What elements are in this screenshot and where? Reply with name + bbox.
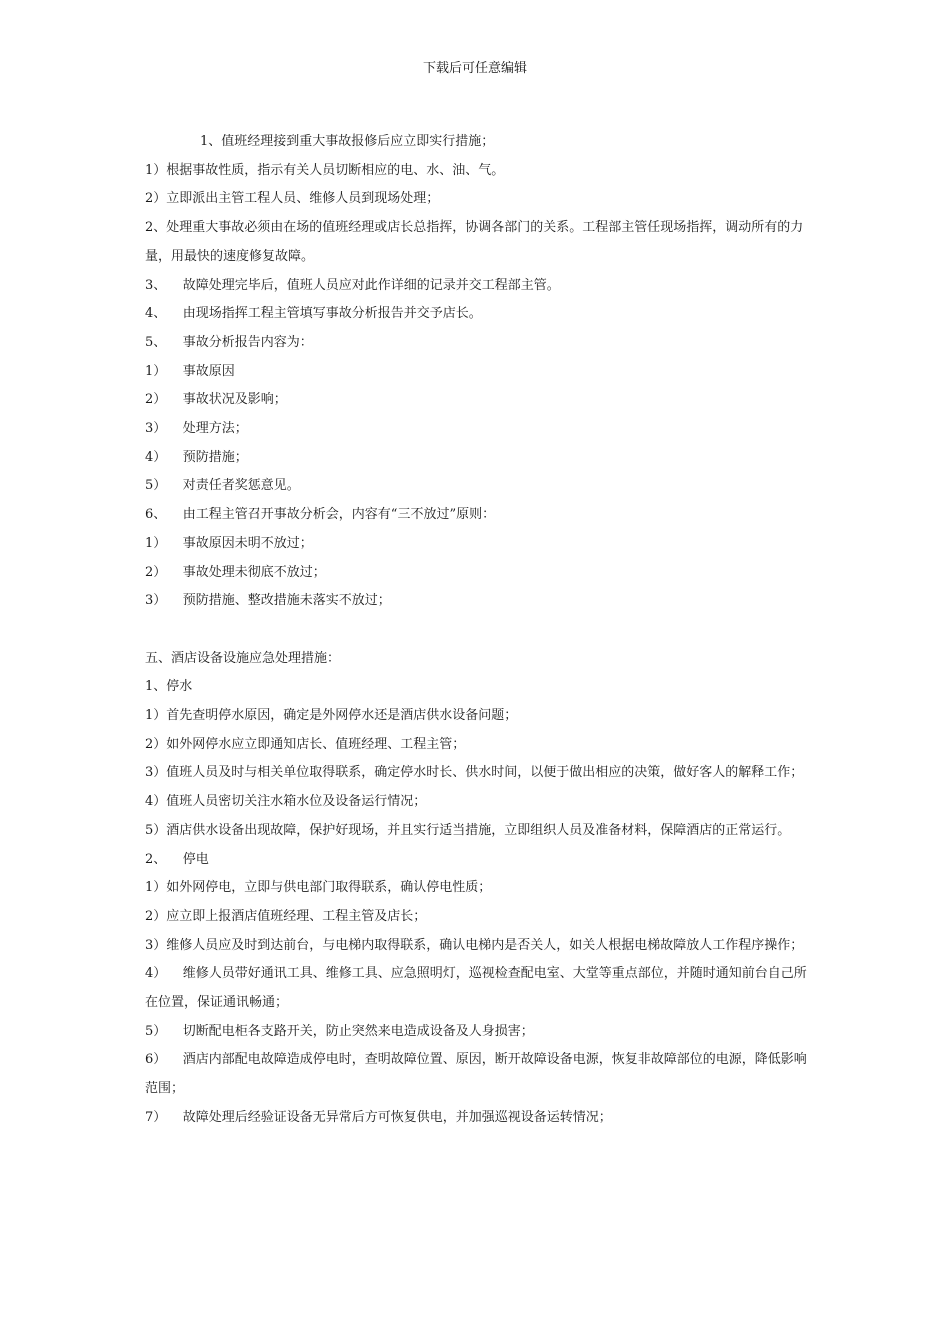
document-body bbox=[145, 128, 813, 1133]
paragraph: 4）值班人员密切关注水箱水位及设备运行情况； bbox=[145, 794, 427, 810]
paragraph: 2） 事故处理未彻底不放过； bbox=[145, 564, 326, 580]
paragraph: 2） 事故状况及影响； bbox=[145, 392, 287, 408]
paragraph: 6） 酒店内部配电故障造成停电时，查明故障位置、原因，断开故障设备电源，恢复非故障部位的电源，降低影响范围； bbox=[145, 1052, 807, 1097]
subsection-heading: 1、停水 bbox=[145, 679, 193, 695]
paragraph: 6、 由工程主管召开事故分析会，内容有“三不放过”原则： bbox=[145, 507, 496, 523]
paragraph: 5） 切断配电柜各支路开关，防止突然来电造成设备及人身损害； bbox=[145, 1023, 534, 1039]
paragraph: 1） 事故原因未明不放过； bbox=[145, 535, 313, 551]
paragraph: 4） 预防措施； bbox=[145, 449, 248, 465]
paragraph: 1）根据事故性质，指示有关人员切断相应的电、水、油、气。 bbox=[145, 162, 505, 178]
paragraph: 3） 处理方法； bbox=[145, 421, 248, 437]
paragraph: 5） 对责任者奖惩意见。 bbox=[145, 478, 300, 494]
paragraph: 5、 事故分析报告内容为： bbox=[145, 334, 313, 350]
section-heading: 五、酒店设备设施应急处理措施： bbox=[145, 650, 341, 666]
paragraph: 2）如外网停水应立即通知店长、值班经理、工程主管； bbox=[145, 736, 466, 752]
paragraph: 1）首先查明停水原因，确定是外网停水还是酒店供水设备问题； bbox=[145, 708, 518, 724]
paragraph-spacer bbox=[145, 616, 813, 645]
paragraph: 3） 预防措施、整改措施未落实不放过； bbox=[145, 593, 391, 609]
page-header: 下载后可任意编辑 bbox=[422, 61, 527, 76]
paragraph: 7） 故障处理后经验证设备无异常后方可恢复供电，并加强巡视设备运转情况； bbox=[145, 1109, 612, 1125]
paragraph: 3）值班人员及时与相关单位取得联系，确定停水时长、供水时间，以便于做出相应的决策，做好客人的解释工作； bbox=[145, 765, 804, 781]
paragraph: 2）立即派出主管工程人员、维修人员到现场处理； bbox=[145, 191, 440, 207]
paragraph: 5）酒店供水设备出现故障，保护好现场，并且实行适当措施，立即组织人员及准备材料，保障酒店的正常运行。 bbox=[145, 822, 791, 838]
paragraph: 3）维修人员应及时到达前台，与电梯内取得联系，确认电梯内是否关人，如关人根据电梯故障放人工作程序操作； bbox=[145, 937, 804, 953]
paragraph: 1）如外网停电，立即与供电部门取得联系，确认停电性质； bbox=[145, 880, 492, 896]
paragraph: 1） 事故原因 bbox=[145, 363, 235, 379]
subsection-heading: 2、 停电 bbox=[145, 851, 209, 867]
paragraph: 1、值班经理接到重大事故报修后应立即实行措施； bbox=[200, 134, 495, 149]
paragraph: 2）应立即上报酒店值班经理、工程主管及店长； bbox=[145, 908, 427, 924]
paragraph: 4） 维修人员带好通讯工具、维修工具、应急照明灯，巡视检查配电室、大堂等重点部位，并随时通知前台自己所在位置，保证通讯畅通； bbox=[145, 966, 807, 1011]
paragraph: 3、 故障处理完毕后，值班人员应对此作详细的记录并交工程部主管。 bbox=[145, 277, 560, 293]
paragraph: 4、 由现场指挥工程主管填写事故分析报告并交予店长。 bbox=[145, 306, 482, 322]
paragraph: 2、处理重大事故必须由在场的值班经理或店长总指挥，协调各部门的关系。工程部主管任现场指挥，调动所有的力量，用最快的速度修复故障。 bbox=[145, 220, 804, 264]
